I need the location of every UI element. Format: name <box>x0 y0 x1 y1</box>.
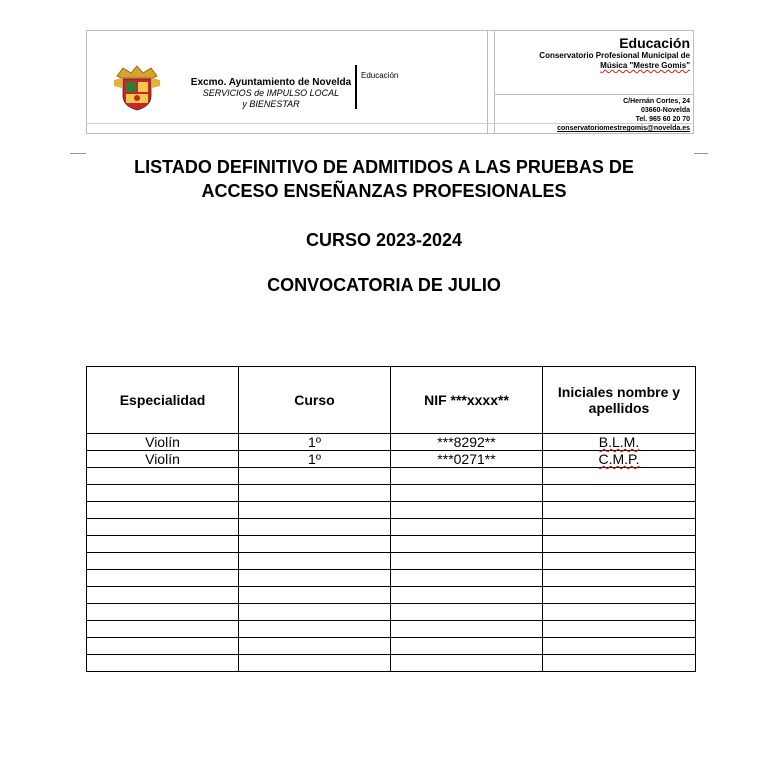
call-title: CONVOCATORIA DE JULIO <box>267 275 501 295</box>
empty-cell <box>87 502 239 519</box>
empty-cell <box>239 502 391 519</box>
empty-cell <box>87 553 239 570</box>
initials-text: B.L.M. <box>598 434 640 450</box>
header-divider <box>494 31 495 133</box>
empty-cell <box>391 468 543 485</box>
empty-cell <box>87 485 239 502</box>
empty-cell <box>543 519 696 536</box>
empty-cell <box>543 621 696 638</box>
address-phone: Tel. 965 60 20 70 <box>635 116 690 123</box>
council-block <box>176 77 366 110</box>
empty-table-row <box>87 621 696 638</box>
empty-cell <box>391 604 543 621</box>
council-subtitle: SERVICIOS de IMPULSO LOCAL <box>202 88 340 98</box>
empty-table-row <box>87 638 696 655</box>
empty-cell <box>87 638 239 655</box>
table-header-row <box>87 367 696 434</box>
header-divider <box>495 94 693 95</box>
nif-header-text: NIF ***xxxx** <box>424 392 509 408</box>
empty-cell <box>87 621 239 638</box>
empty-cell <box>391 485 543 502</box>
empty-table-row <box>87 468 696 485</box>
empty-cell <box>391 553 543 570</box>
empty-cell <box>239 604 391 621</box>
cell-course: 1º <box>239 434 391 451</box>
email-link[interactable]: conservatoriomestregomis@novelda.es <box>557 125 690 132</box>
conservatory-name: Conservatorio Profesional Municipal de <box>539 51 690 60</box>
table-row <box>87 451 696 468</box>
empty-cell <box>239 485 391 502</box>
empty-cell <box>239 536 391 553</box>
column-header-course: Curso <box>239 367 391 434</box>
document-title <box>0 155 768 203</box>
title-line: LISTADO DEFINITIVO DE ADMITIDOS A LAS PRUEBAS DE <box>134 157 634 177</box>
column-header-specialty: Especialidad <box>87 367 239 434</box>
initials-text: C.M.P. <box>598 451 640 467</box>
empty-table-row <box>87 604 696 621</box>
empty-cell <box>87 536 239 553</box>
empty-table-row <box>87 519 696 536</box>
empty-cell <box>391 519 543 536</box>
empty-cell <box>87 519 239 536</box>
margin-line <box>70 153 86 154</box>
header-divider <box>487 31 488 133</box>
empty-cell <box>543 468 696 485</box>
empty-cell <box>543 655 696 672</box>
cell-nif: ***8292** <box>391 434 543 451</box>
cell-specialty: Violín <box>87 451 239 468</box>
empty-cell <box>543 553 696 570</box>
conservatory-block <box>539 35 690 71</box>
header-bar <box>355 65 357 109</box>
empty-cell <box>87 468 239 485</box>
empty-cell <box>543 604 696 621</box>
column-header-nif <box>391 367 543 434</box>
empty-cell <box>87 587 239 604</box>
empty-cell <box>391 536 543 553</box>
empty-cell <box>239 638 391 655</box>
empty-cell <box>543 502 696 519</box>
empty-cell <box>87 570 239 587</box>
margin-line <box>694 153 708 154</box>
cell-initials <box>543 434 696 451</box>
admitted-table <box>86 366 696 672</box>
empty-cell <box>239 587 391 604</box>
empty-cell <box>239 553 391 570</box>
empty-cell <box>543 587 696 604</box>
empty-cell <box>391 570 543 587</box>
empty-table-row <box>87 536 696 553</box>
column-header-initials: Iniciales nombre y apellidos <box>543 367 696 434</box>
coat-of-arms-icon <box>111 64 163 112</box>
cell-specialty: Violín <box>87 434 239 451</box>
address-block <box>557 97 690 133</box>
empty-cell <box>391 638 543 655</box>
empty-cell <box>391 621 543 638</box>
title-line: ACCESO ENSEÑANZAS PROFESIONALES <box>201 181 567 201</box>
empty-cell <box>239 519 391 536</box>
empty-cell <box>87 604 239 621</box>
table-body <box>87 434 696 672</box>
education-label: Educación <box>361 71 399 80</box>
cell-nif: ***0271** <box>391 451 543 468</box>
conservatory-name-line2: Música "Mestre Gomis" <box>600 61 690 70</box>
empty-cell <box>391 587 543 604</box>
empty-cell <box>239 468 391 485</box>
empty-cell <box>543 485 696 502</box>
letterhead <box>86 30 694 134</box>
empty-cell <box>543 536 696 553</box>
council-name: Excmo. Ayuntamiento de Novelda <box>190 77 352 88</box>
education-title: Educación <box>619 35 690 51</box>
cell-course: 1º <box>239 451 391 468</box>
empty-cell <box>543 638 696 655</box>
course-title: CURSO 2023-2024 <box>305 230 463 250</box>
address-email <box>557 124 690 133</box>
empty-cell <box>239 621 391 638</box>
empty-cell <box>391 502 543 519</box>
empty-table-row <box>87 655 696 672</box>
conservatory-name <box>539 61 690 71</box>
empty-cell <box>87 655 239 672</box>
empty-cell <box>391 655 543 672</box>
empty-table-row <box>87 502 696 519</box>
empty-table-row <box>87 587 696 604</box>
empty-cell <box>543 570 696 587</box>
empty-cell <box>239 570 391 587</box>
address-city: 03660-Novelda <box>640 107 690 114</box>
empty-cell <box>239 655 391 672</box>
council-subtitle: y BIENESTAR <box>242 99 300 109</box>
table-row <box>87 434 696 451</box>
empty-table-row <box>87 570 696 587</box>
cell-initials <box>543 451 696 468</box>
empty-table-row <box>87 553 696 570</box>
empty-table-row <box>87 485 696 502</box>
address-street: C/Hernán Cortes, 24 <box>623 98 690 105</box>
